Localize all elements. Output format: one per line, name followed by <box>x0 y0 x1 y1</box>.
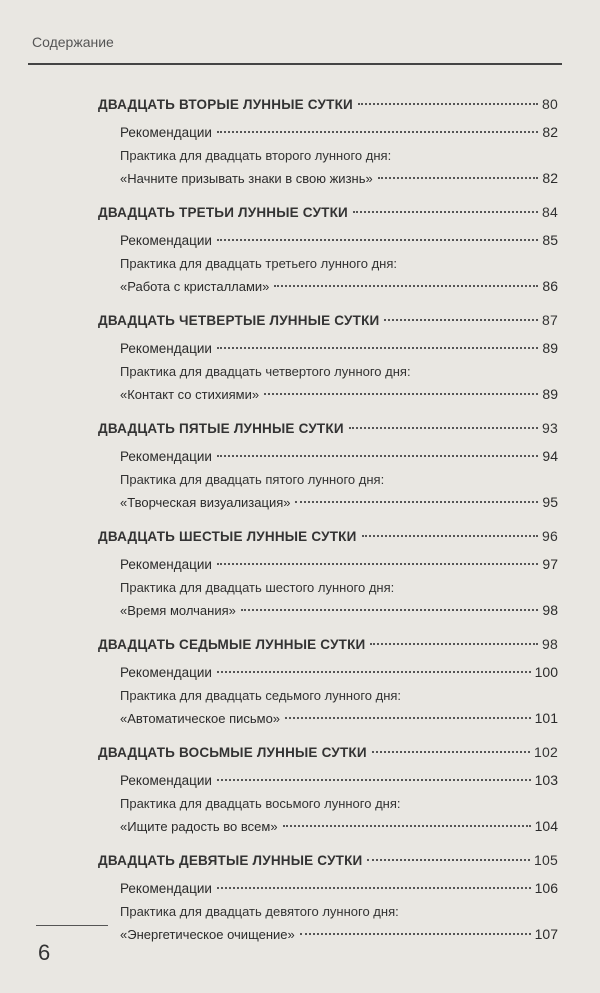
practice-heading: Практика для двадцать четвертого лунного дня: <box>120 364 411 379</box>
toc-chapter-entry[interactable] <box>98 414 558 442</box>
leader-dots <box>285 717 531 719</box>
toc-recommendations-entry[interactable] <box>120 766 558 794</box>
leader-dots <box>378 177 539 179</box>
page-ref: 105 <box>534 852 558 868</box>
leader-dots <box>217 887 531 889</box>
toc-recommendations-entry[interactable] <box>120 658 558 686</box>
page-ref: 96 <box>542 528 558 544</box>
practice-heading: Практика для двадцать пятого лунного дня: <box>120 472 385 487</box>
practice-heading: Практика для двадцать седьмого лунного дня: <box>120 688 402 703</box>
toc-chapter-entry[interactable] <box>98 306 558 334</box>
leader-dots <box>362 535 539 537</box>
toc-section <box>0 198 600 298</box>
toc-section <box>0 306 600 406</box>
page-ref: 89 <box>542 340 558 356</box>
toc-practice-entry[interactable] <box>120 814 558 838</box>
page-ref: 94 <box>542 448 558 464</box>
practice-title: «Автоматическое письмо» <box>120 711 281 726</box>
page-ref: 93 <box>542 420 558 436</box>
page-ref: 84 <box>542 204 558 220</box>
page-ref: 101 <box>534 710 558 726</box>
practice-heading: Практика для двадцать девятого лунного дня: <box>120 904 399 919</box>
toc-practice-entry[interactable] <box>120 490 558 514</box>
page-number: 6 <box>38 940 51 965</box>
practice-title: «Контакт со стихиями» <box>120 387 260 402</box>
chapter-title: ДВАДЦАТЬ ВОСЬМЫЕ ЛУННЫЕ СУТКИ <box>98 745 367 760</box>
practice-heading: Практика для двадцать восьмого лунного дня: <box>120 796 401 811</box>
practice-title: «Начните призывать знаки в свою жизнь» <box>120 171 373 186</box>
page-ref: 87 <box>542 312 558 328</box>
toc-practice-entry[interactable] <box>120 922 558 946</box>
practice-heading: Практика для двадцать шестого лунного дня: <box>120 580 395 595</box>
header-divider <box>28 63 562 65</box>
toc-section <box>0 738 600 838</box>
page-ref: 95 <box>542 494 558 510</box>
entry-title: Рекомендации <box>120 665 212 680</box>
leader-dots <box>217 239 538 241</box>
practice-title: «Работа с кристаллами» <box>120 279 270 294</box>
page-ref: 102 <box>534 744 558 760</box>
leader-dots <box>241 609 539 611</box>
page-ref: 86 <box>542 278 558 294</box>
toc-chapter-entry[interactable] <box>98 198 558 226</box>
leader-dots <box>217 455 538 457</box>
practice-title: «Творческая визуализация» <box>120 495 291 510</box>
leader-dots <box>217 563 538 565</box>
entry-title: Рекомендации <box>120 341 212 356</box>
page-ref: 82 <box>542 124 558 140</box>
leader-dots <box>349 427 538 429</box>
toc-practice-entry[interactable] <box>120 706 558 730</box>
chapter-title: ДВАДЦАТЬ ДЕВЯТЫЕ ЛУННЫЕ СУТКИ <box>98 853 363 868</box>
leader-dots <box>300 933 531 935</box>
leader-dots <box>367 859 530 861</box>
page-ref: 97 <box>542 556 558 572</box>
practice-title: «Время молчания» <box>120 603 236 618</box>
leader-dots <box>370 643 538 645</box>
page-ref: 100 <box>534 664 558 680</box>
page-ref: 104 <box>534 818 558 834</box>
toc-section <box>0 522 600 622</box>
page-ref: 103 <box>534 772 558 788</box>
toc-practice-entry[interactable] <box>120 598 558 622</box>
chapter-title: ДВАДЦАТЬ ТРЕТЬИ ЛУННЫЕ СУТКИ <box>98 205 348 220</box>
running-header: Содержание <box>32 34 114 50</box>
entry-title: Рекомендации <box>120 233 212 248</box>
toc-recommendations-entry[interactable] <box>120 442 558 470</box>
toc-chapter-entry[interactable] <box>98 522 558 550</box>
page-ref: 106 <box>534 880 558 896</box>
leader-dots <box>217 347 538 349</box>
toc-recommendations-entry[interactable] <box>120 334 558 362</box>
practice-heading: Практика для двадцать второго лунного дня: <box>120 148 392 163</box>
toc-section <box>0 846 600 946</box>
practice-heading: Практика для двадцать третьего лунного дня: <box>120 256 398 271</box>
footer-divider <box>36 925 108 926</box>
toc-section <box>0 90 600 190</box>
entry-title: Рекомендации <box>120 557 212 572</box>
page-ref: 82 <box>542 170 558 186</box>
toc-chapter-entry[interactable] <box>98 630 558 658</box>
leader-dots <box>295 501 538 503</box>
toc-chapter-entry[interactable] <box>98 846 558 874</box>
toc-practice-entry[interactable] <box>120 166 558 190</box>
page-ref: 85 <box>542 232 558 248</box>
page-ref: 98 <box>542 602 558 618</box>
entry-title: Рекомендации <box>120 125 212 140</box>
toc-section <box>0 414 600 514</box>
toc-recommendations-entry[interactable] <box>120 118 558 146</box>
page-ref: 107 <box>534 926 558 942</box>
chapter-title: ДВАДЦАТЬ ЧЕТВЕРТЫЕ ЛУННЫЕ СУТКИ <box>98 313 380 328</box>
page-ref: 89 <box>542 386 558 402</box>
leader-dots <box>217 779 531 781</box>
page-ref: 80 <box>542 96 558 112</box>
entry-title: Рекомендации <box>120 773 212 788</box>
page-ref: 98 <box>542 636 558 652</box>
chapter-title: ДВАДЦАТЬ СЕДЬМЫЕ ЛУННЫЕ СУТКИ <box>98 637 366 652</box>
practice-title: «Энергетическое очищение» <box>120 927 295 942</box>
entry-title: Рекомендации <box>120 881 212 896</box>
table-of-contents <box>0 90 600 954</box>
toc-recommendations-entry[interactable] <box>120 874 558 902</box>
toc-chapter-entry[interactable] <box>98 90 558 118</box>
leader-dots <box>384 319 538 321</box>
practice-title: «Ищите радость во всем» <box>120 819 278 834</box>
toc-practice-entry[interactable] <box>120 382 558 406</box>
leader-dots <box>372 751 530 753</box>
chapter-title: ДВАДЦАТЬ ВТОРЫЕ ЛУННЫЕ СУТКИ <box>98 97 353 112</box>
toc-chapter-entry[interactable] <box>98 738 558 766</box>
toc-practice-entry[interactable] <box>120 274 558 298</box>
leader-dots <box>283 825 531 827</box>
chapter-title: ДВАДЦАТЬ ПЯТЫЕ ЛУННЫЕ СУТКИ <box>98 421 344 436</box>
leader-dots <box>274 285 538 287</box>
leader-dots <box>217 131 538 133</box>
chapter-title: ДВАДЦАТЬ ШЕСТЫЕ ЛУННЫЕ СУТКИ <box>98 529 357 544</box>
toc-recommendations-entry[interactable] <box>120 226 558 254</box>
leader-dots <box>264 393 538 395</box>
leader-dots <box>353 211 538 213</box>
entry-title: Рекомендации <box>120 449 212 464</box>
leader-dots <box>358 103 538 105</box>
toc-recommendations-entry[interactable] <box>120 550 558 578</box>
leader-dots <box>217 671 531 673</box>
toc-section <box>0 630 600 730</box>
